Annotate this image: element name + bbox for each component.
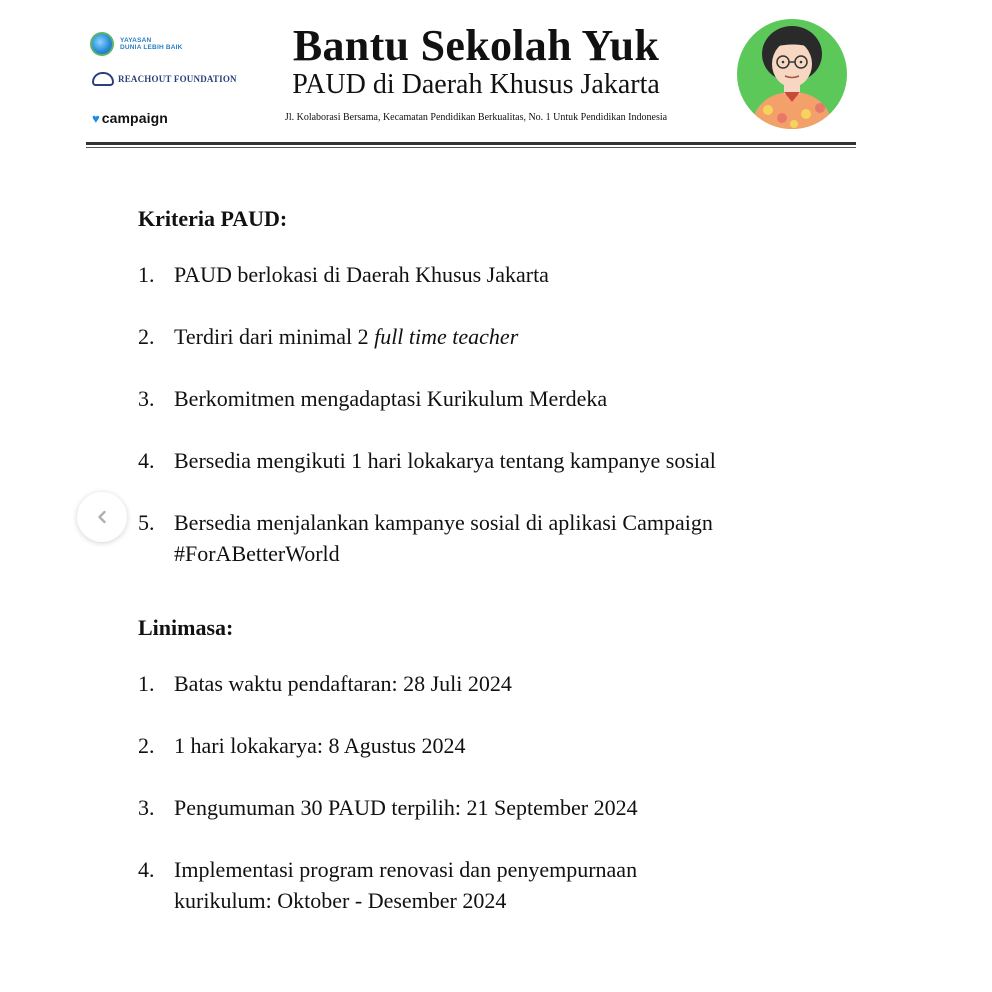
list-number: 2.: [138, 733, 155, 758]
yayasan-logo-line2: DUNIA LEBIH BAIK: [120, 44, 183, 51]
list-number: 3.: [138, 386, 155, 411]
timeline-item-text-line2: kurikulum: Oktober - Desember 2024: [174, 888, 507, 913]
list-number: 1.: [138, 262, 155, 287]
criteria-item-text: PAUD berlokasi di Daerah Khusus Jakarta: [174, 262, 549, 287]
header-divider-thick: [86, 142, 856, 145]
criteria-item: [138, 507, 858, 569]
page-title: Bantu Sekolah Yuk: [292, 21, 660, 70]
yayasan-logo-line1: YAYASAN: [120, 37, 152, 44]
timeline-item: [138, 854, 858, 916]
timeline-item: [138, 730, 858, 761]
list-number: 4.: [138, 857, 155, 882]
list-number: 1.: [138, 671, 155, 696]
timeline-item-text-line1: Implementasi program renovasi dan penyempurnaan: [174, 857, 638, 882]
timeline-list: [138, 668, 858, 916]
reachout-logo-text: REACHOUT FOUNDATION: [118, 73, 237, 84]
portrait-illustration: [736, 18, 848, 130]
reachout-logo: [92, 72, 237, 86]
criteria-item-text: Berkomitmen mengadaptasi Kurikulum Merdeka: [174, 386, 608, 411]
chevron-left-icon: [94, 509, 110, 525]
carousel-prev-button[interactable]: [77, 492, 127, 542]
list-number: 4.: [138, 448, 155, 473]
criteria-item-text: Bersedia mengikuti 1 hari lokakarya tentang kampanye sosial: [174, 448, 716, 473]
criteria-item: [138, 259, 858, 290]
main-content: [138, 200, 858, 916]
hands-icon: [92, 72, 114, 86]
criteria-item-text-line1: Bersedia menjalankan kampanye sosial di aplikasi Campaign: [174, 510, 713, 535]
partner-logos: [88, 32, 238, 142]
criteria-heading: Kriteria PAUD:: [138, 206, 288, 231]
yayasan-logo: [90, 32, 183, 56]
address-line: Jl. Kolaborasi Bersama, Kecamatan Pendidikan Berkualitas, No. 1 Untuk Pendidikan Indonesia: [284, 112, 668, 123]
list-number: 2.: [138, 324, 155, 349]
timeline-item-text: Pengumuman 30 PAUD terpilih: 21 September 2024: [174, 795, 638, 820]
campaign-logo: [92, 110, 168, 126]
criteria-item-text-line2: #ForABetterWorld: [174, 541, 340, 566]
criteria-item-emphasis: full time teacher: [374, 324, 519, 349]
timeline-item: [138, 792, 858, 823]
criteria-item: [138, 383, 858, 414]
timeline-item-text: 1 hari lokakarya: 8 Agustus 2024: [174, 733, 466, 758]
timeline-item-text: Batas waktu pendaftaran: 28 Juli 2024: [174, 671, 512, 696]
timeline-heading: Linimasa:: [138, 615, 234, 640]
criteria-item-text: Terdiri dari minimal 2: [174, 324, 375, 349]
page-subtitle: PAUD di Daerah Khusus Jakarta: [292, 69, 660, 100]
criteria-list: [138, 259, 858, 569]
list-number: 3.: [138, 795, 155, 820]
header-divider-thin: [86, 147, 856, 148]
heart-icon: ♥: [92, 110, 100, 126]
list-number: 5.: [138, 510, 155, 535]
campaign-logo-text: campaign: [101, 110, 168, 126]
globe-icon: [90, 32, 114, 56]
criteria-item: [138, 445, 858, 476]
document-header: [86, 14, 856, 144]
title-block: [246, 14, 706, 124]
criteria-item: [138, 321, 858, 352]
timeline-item: [138, 668, 858, 699]
